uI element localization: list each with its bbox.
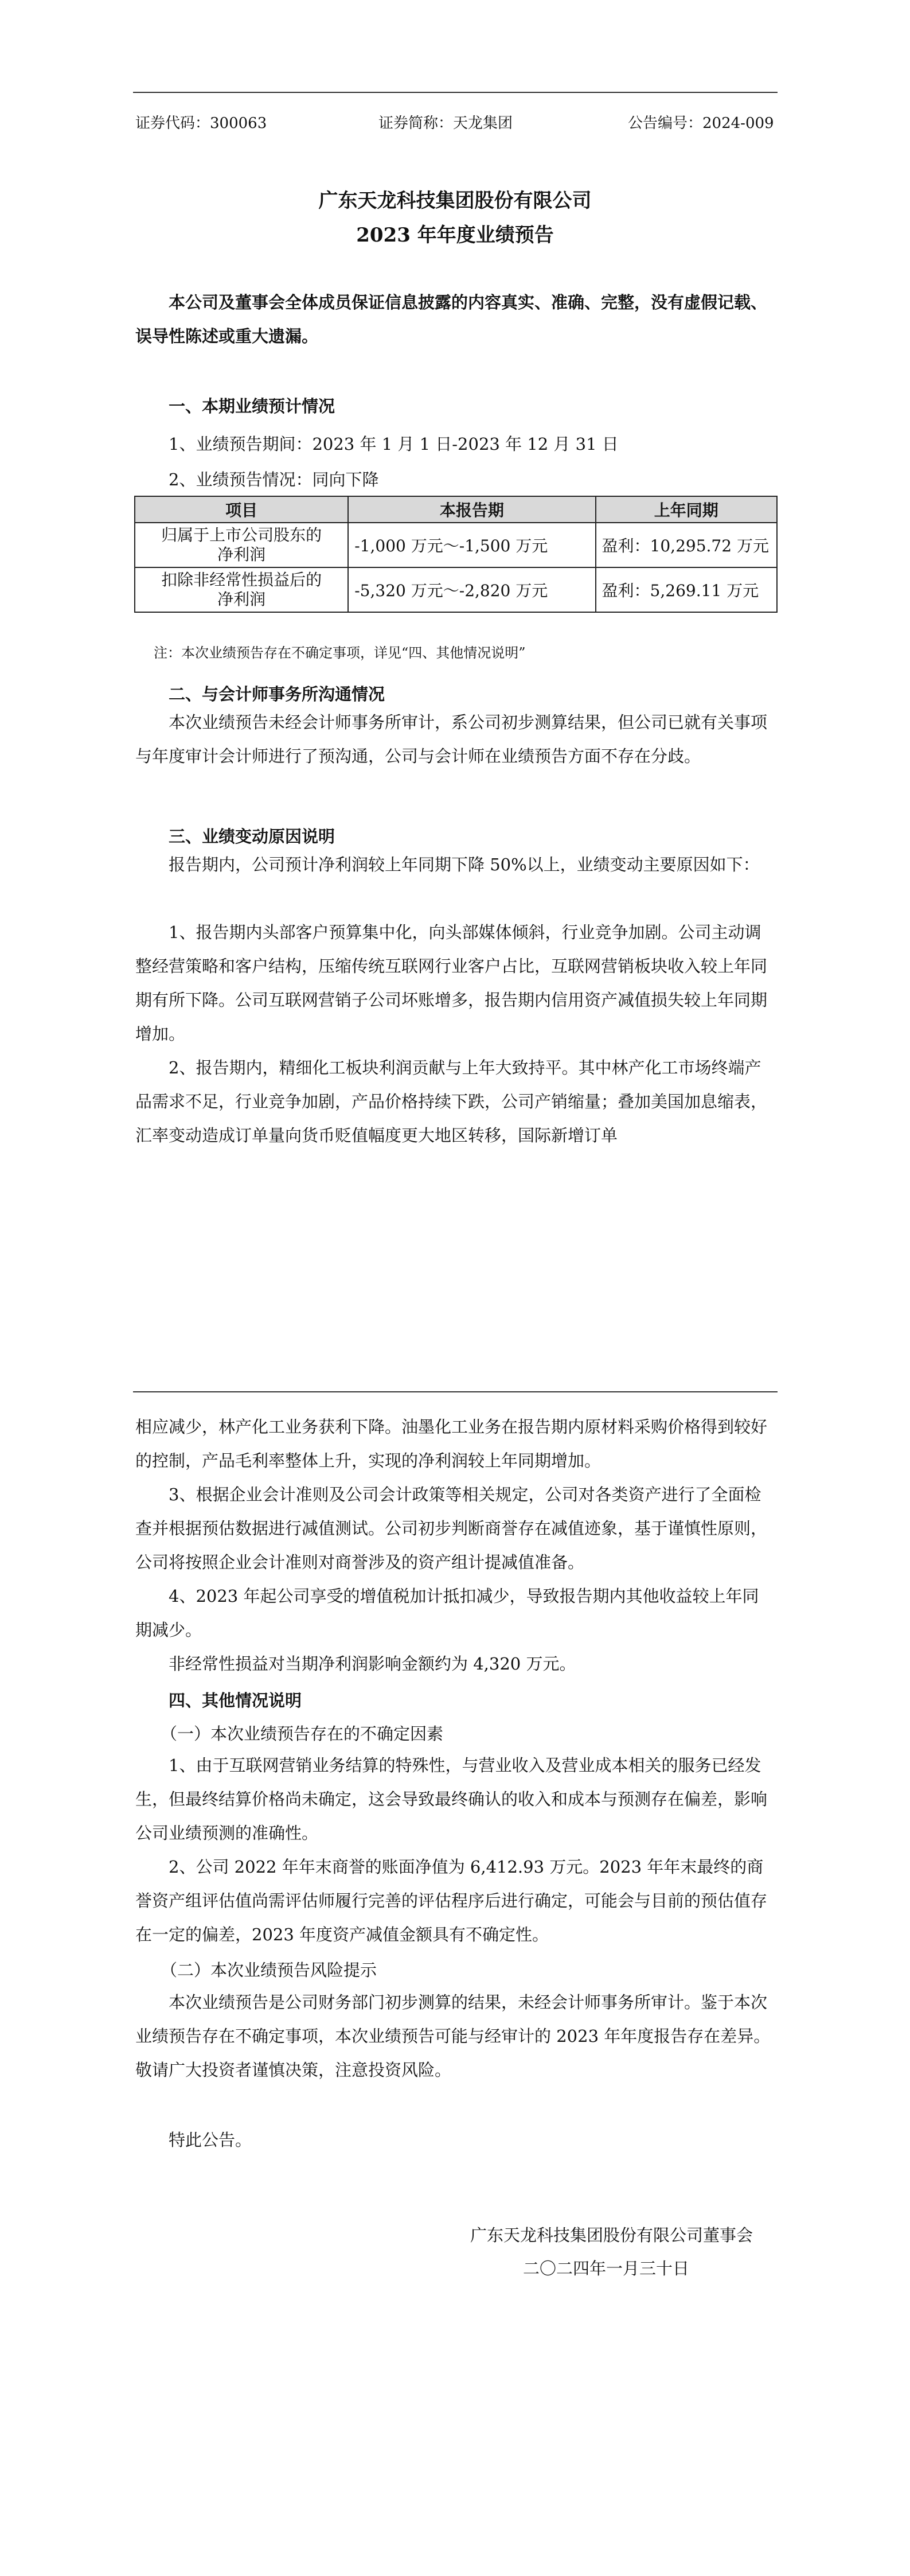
section-3-intro: 报告期内，公司预计净利润较上年同期下降 50%以上，业绩变动主要原因如下： xyxy=(169,855,760,874)
reason-3: 3、根据企业会计准则及公司会计政策等相关规定，公司对各类资产进行了全面检查并根据预估数据进行减值测试。公司初步判断商誉存在减值迹象，基于谨慎性原则，公司将按照企业会计准则对商誉涉及的资产组计提减值准备。 xyxy=(135,1485,768,1572)
uncertainty-subtitle: （一）本次业绩预告存在的不确定因素 xyxy=(161,1724,444,1744)
row-current: -5,320 万元～-2,820 万元 xyxy=(348,567,595,612)
table-row xyxy=(135,567,777,612)
row-item-line2: 净利润 xyxy=(217,590,266,609)
table-row xyxy=(135,523,777,567)
board-statement: 本公司及董事会全体成员保证信息披露的内容真实、准确、完整，没有虚假记载、误导性陈述或重大遗漏。 xyxy=(135,293,768,346)
stock-abbr: 证券简称：天龙集团 xyxy=(378,115,513,132)
reason-2-part1: 2、报告期内，精细化工板块利润贡献与上年大致持平。其中林产化工市场终端产品需求不足，行业竞争加剧，产品价格持续下跌，公司产销缩量；叠加美国加息缩表，汇率变动造成订单量向货币贬值幅度更大地区转移，国际新增订单 xyxy=(135,1058,768,1145)
forecast-situation: 2、业绩预告情况：同向下降 xyxy=(169,470,379,489)
row-previous: 盈利：10,295.72 万元 xyxy=(596,523,777,567)
row-item-line1: 扣除非经常性损益后的 xyxy=(161,570,322,589)
forecast-period: 1、业绩预告期间：2023 年 1 月 1 日-2023 年 12 月 31 日 xyxy=(169,434,619,454)
risk-subtitle: （二）本次业绩预告风险提示 xyxy=(161,1960,377,1980)
reason-2-part2: 相应减少，林产化工业务获利下降。油墨化工业务在报告期内原材料采购价格得到较好的控制，产品毛利率整体上升，实现的净利润较上年同期增加。 xyxy=(135,1417,768,1470)
announcement-no: 公告编号：2024-009 xyxy=(628,115,774,132)
stock-code: 证券代码：300063 xyxy=(135,115,267,132)
row-current: -1,000 万元～-1,500 万元 xyxy=(348,523,595,567)
uncertainty-1: 1、由于互联网营销业务结算的特殊性，与营业收入及营业成本相关的服务已经发生，但最终结算价格尚未确定，这会导致最终确认的收入和成本与预测存在偏差，影响公司业绩预测的准确性。 xyxy=(135,1756,768,1843)
row-previous: 盈利：5,269.11 万元 xyxy=(596,567,777,612)
non-recurring-impact: 非经常性损益对当期净利润影响金额约为 4,320 万元。 xyxy=(169,1654,576,1674)
forecast-table xyxy=(134,496,778,613)
section-4-title: 四、其他情况说明 xyxy=(169,1691,302,1710)
page-break-rule xyxy=(133,1391,778,1392)
row-item-line2: 净利润 xyxy=(217,545,266,564)
table-note: 注：本次业绩预告存在不确定事项，详见“四、其他情况说明” xyxy=(154,645,526,661)
row-item-line1: 归属于上市公司股东的 xyxy=(161,526,322,544)
row-item xyxy=(135,523,348,567)
th-current: 本报告期 xyxy=(348,496,595,523)
reason-1: 1、报告期内头部客户预算集中化，向头部媒体倾斜，行业竞争加剧。公司主动调整经营策略和客户结构，压缩传统互联网行业客户占比，互联网营销板块收入较上年同期有所下降。公司互联网营销子公司坏账增多，报告期内信用资产减值损失较上年同期增加。 xyxy=(135,923,768,1044)
section-2-title: 二、与会计师事务所沟通情况 xyxy=(169,684,385,704)
table-header-row xyxy=(135,496,777,523)
closing: 特此公告。 xyxy=(169,2130,252,2150)
section-3-title: 三、业绩变动原因说明 xyxy=(169,827,335,846)
report-title: 2023 年年度业绩预告 xyxy=(356,224,554,247)
company-title: 广东天龙科技集团股份有限公司 xyxy=(318,189,592,212)
signature-company: 广东天龙科技集团股份有限公司董事会 xyxy=(470,2225,753,2245)
th-item: 项目 xyxy=(135,496,348,523)
signature-date: 二〇二四年一月三十日 xyxy=(523,2259,690,2278)
risk-notice: 本次业绩预告是公司财务部门初步测算的结果，未经会计师事务所审计。鉴于本次业绩预告存在不确定事项，本次业绩预告可能与经审计的 2023 年年度报告存在差异。敬请广大投资者谨慎决策，注意投资风险。 xyxy=(135,1993,771,2080)
top-rule xyxy=(133,92,778,93)
row-item xyxy=(135,567,348,612)
section-1-title: 一、本期业绩预计情况 xyxy=(169,396,335,416)
section-2-body: 本次业绩预告未经会计师事务所审计，系公司初步测算结果，但公司已就有关事项与年度审计会计师进行了预沟通，公司与会计师在业绩预告方面不存在分歧。 xyxy=(135,713,768,766)
uncertainty-2: 2、公司 2022 年年末商誉的账面净值为 6,412.93 万元。2023 年年末最终的商誉资产组评估值尚需评估师履行完善的评估程序后进行确定，可能会与目前的预估值存在一定的偏差，2023 年度资产减值金额具有不确定性。 xyxy=(135,1857,768,1944)
reason-4: 4、2023 年起公司享受的增值税加计抵扣减少，导致报告期内其他收益较上年同期减少。 xyxy=(135,1586,759,1640)
th-previous: 上年同期 xyxy=(596,496,777,523)
